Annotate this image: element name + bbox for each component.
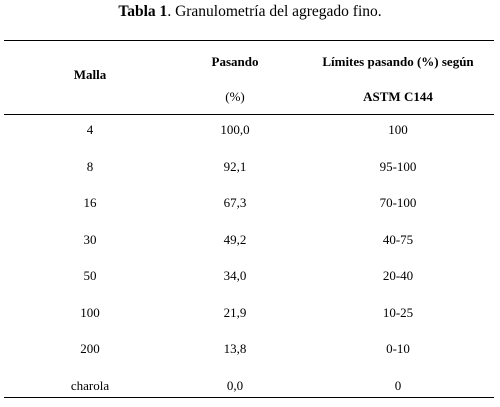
cell-malla: 8 <box>40 152 140 189</box>
cell-limites: 0 <box>318 371 478 407</box>
cell-malla: 50 <box>40 261 140 298</box>
caption-label: Tabla 1 <box>118 3 167 20</box>
cell-limites: 40-75 <box>318 225 478 262</box>
cell-malla: charola <box>40 371 140 407</box>
cell-limites: 95-100 <box>318 152 478 189</box>
header-limites-standard: ASTM C144 <box>318 89 478 105</box>
cell-pasando: 49,2 <box>180 225 290 262</box>
header-pasando-unit: (%) <box>180 89 290 105</box>
cell-malla: 4 <box>40 115 140 152</box>
cell-pasando: 92,1 <box>180 152 290 189</box>
table-caption <box>0 2 500 22</box>
cell-pasando: 0,0 <box>180 371 290 407</box>
cell-limites: 10-25 <box>318 298 478 335</box>
cell-pasando: 13,8 <box>180 334 290 371</box>
cell-limites: 0-10 <box>318 334 478 371</box>
table-row <box>0 115 500 152</box>
cell-limites: 70-100 <box>318 188 478 225</box>
table-row <box>0 225 500 262</box>
header-limites: Límites pasando (%) según <box>318 54 478 70</box>
cell-malla: 100 <box>40 298 140 335</box>
cell-pasando: 34,0 <box>180 261 290 298</box>
cell-malla: 200 <box>40 334 140 371</box>
header-pasando: Pasando <box>180 54 290 70</box>
cell-limites: 20-40 <box>318 261 478 298</box>
table-row <box>0 261 500 298</box>
caption-text: . Granulometría del agregado fino. <box>167 3 381 20</box>
top-rule <box>4 40 494 41</box>
table-row <box>0 188 500 225</box>
cell-malla: 30 <box>40 225 140 262</box>
bottom-rule <box>4 397 494 398</box>
header-malla: Malla <box>40 67 140 83</box>
table-body <box>0 115 500 407</box>
table-row <box>0 298 500 335</box>
cell-pasando: 100,0 <box>180 115 290 152</box>
table-row <box>0 334 500 371</box>
table-row <box>0 152 500 189</box>
cell-pasando: 67,3 <box>180 188 290 225</box>
cell-limites: 100 <box>318 115 478 152</box>
cell-pasando: 21,9 <box>180 298 290 335</box>
cell-malla: 16 <box>40 188 140 225</box>
